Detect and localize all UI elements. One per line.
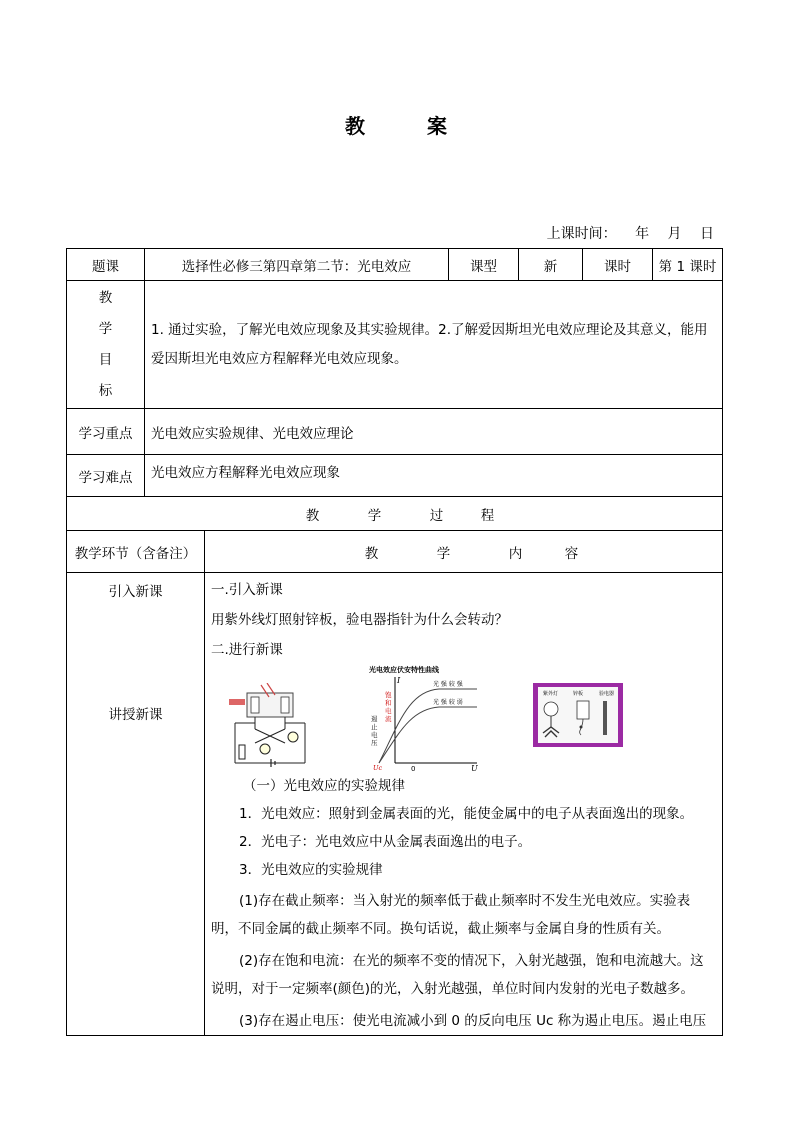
- iv-curve-strong-label: 光 强 较 强: [433, 681, 463, 688]
- type-value: 新: [519, 249, 583, 281]
- iv-stop-label-char: 电: [371, 731, 378, 739]
- stage-intro: 引入新课: [108, 584, 163, 600]
- item-photoelectron: 2．光电子：光电效应中从金属表面逸出的电子。: [239, 834, 532, 850]
- difficulties-row: [67, 455, 723, 497]
- item-photoelectric-effect: 1．光电效应：照射到金属表面的光，能使金属中的电子从表面逸出的现象。: [239, 806, 694, 822]
- title-char-1: 教: [345, 114, 367, 138]
- content-heading-intro: 一.引入新课: [211, 582, 283, 598]
- period-value: 第 1 课时: [653, 249, 723, 281]
- class-time-day: 日: [700, 226, 714, 242]
- process-header-char: 过: [429, 507, 444, 524]
- apparatus-figure: [533, 683, 623, 747]
- difficulties-label: 学习难点: [67, 455, 145, 497]
- content-heading-new: 二.进行新课: [211, 642, 283, 658]
- lesson-plan-table: [66, 248, 723, 1036]
- apparatus-label-zinc-plate: 锌板: [573, 691, 584, 697]
- content-header-char: 教: [364, 545, 379, 562]
- content-header-char: 学: [436, 545, 451, 562]
- apparatus-label-uv-lamp: 紫外灯: [543, 691, 559, 697]
- period-label: 课时: [583, 249, 653, 281]
- topic-value: 选择性必修三第四章第二节：光电效应: [145, 249, 449, 281]
- content-column-header: [205, 531, 723, 573]
- iv-curve-weak: [379, 707, 477, 763]
- figure-row: [211, 666, 716, 771]
- iv-chart-title: 光电效应伏安特性曲线: [369, 666, 439, 674]
- process-header-char: 程: [480, 507, 495, 524]
- objectives-label-char: 教: [98, 289, 113, 306]
- objectives-label-char: 标: [98, 382, 113, 399]
- content-column: [205, 573, 723, 1036]
- stage-column-header: 教学环节（含备注）: [67, 531, 205, 573]
- rule-saturation-current: (2)存在饱和电流：在光的频率不变的情况下，入射光越强，饱和电流越大。这说明，对于一定频率(颜色)的光，入射光越强，单位时间内发射的光电子数越多。: [211, 953, 704, 997]
- process-header: [67, 497, 723, 531]
- iv-saturation-label-char: 和: [385, 699, 392, 707]
- type-label: 课型: [449, 249, 519, 281]
- iv-stop-label-char: 止: [371, 723, 378, 731]
- key-points-label: 学习重点: [67, 409, 145, 455]
- objectives-text: 1. 通过实验，了解光电效应现象及其实验规律。2.了解爱因斯坦光电效应理论及其意义，能用爱因斯坦光电效应方程解释光电效应现象。: [145, 281, 723, 409]
- process-body-row: [67, 573, 723, 1036]
- process-header-char: 教: [305, 507, 320, 524]
- iv-y-axis-label: I: [397, 676, 401, 685]
- header-row: [67, 249, 723, 281]
- process-header-char: 学: [367, 507, 382, 524]
- iv-origin-label: 0: [411, 765, 416, 771]
- key-points-text: 光电效应实验规律、光电效应理论: [145, 409, 723, 455]
- content-header-char: 容: [564, 545, 579, 562]
- rule-stopping-voltage: (3)存在遏止电压：使光电流减小到 0 的反向电压 Uc 称为遏止电压。遏止电压: [239, 1013, 707, 1029]
- difficulties-text: 光电效应方程解释光电效应现象: [145, 455, 723, 497]
- item-laws-heading: 3．光电效应的实验规律: [239, 862, 383, 878]
- iv-curve-weak-label: 光 强 较 弱: [433, 699, 463, 706]
- class-time-label: 上课时间：: [546, 226, 617, 242]
- iv-stop-label-char: 遏: [371, 715, 378, 723]
- objectives-label-char: 目: [98, 351, 113, 368]
- title-char-2: 案: [427, 114, 449, 138]
- iv-curve-figure: [349, 663, 481, 771]
- process-header-row: [67, 497, 723, 531]
- topic-label: 题课: [67, 249, 145, 281]
- section-header-row: [67, 531, 723, 573]
- iv-saturation-label-char: 饱: [385, 691, 392, 699]
- iv-uc-label: Uc: [373, 764, 383, 771]
- iv-x-axis-label: U: [471, 764, 478, 771]
- rule-cutoff-frequency: (1)存在截止频率：当入射光的频率低于截止频率时不发生光电效应。实验表明，不同金属的截止频率不同。换句话说，截止频率与金属自身的性质有关。: [211, 893, 691, 937]
- objectives-label-char: 学: [98, 320, 113, 337]
- circuit-diagram-figure: [225, 683, 311, 769]
- class-time: [547, 223, 714, 243]
- iv-saturation-label-char: 电: [385, 707, 392, 715]
- class-time-month: 月: [667, 226, 682, 242]
- content-question: 用紫外线灯照射锌板，验电器指针为什么会转动？: [211, 612, 508, 628]
- document-title: [0, 110, 794, 139]
- stage-lecture: 讲授新课: [108, 707, 163, 723]
- stage-column: [67, 573, 205, 1036]
- subheading-laws: （一）光电效应的实验规律: [243, 778, 405, 794]
- objectives-row: [67, 281, 723, 409]
- apparatus-label-electroscope: 验电器: [599, 691, 615, 697]
- iv-stop-label-char: 压: [371, 739, 378, 747]
- key-points-row: [67, 409, 723, 455]
- content-header-char: 内: [508, 545, 523, 562]
- class-time-year: 年: [635, 226, 650, 242]
- iv-saturation-label-char: 流: [385, 715, 392, 723]
- objectives-label: [67, 281, 145, 409]
